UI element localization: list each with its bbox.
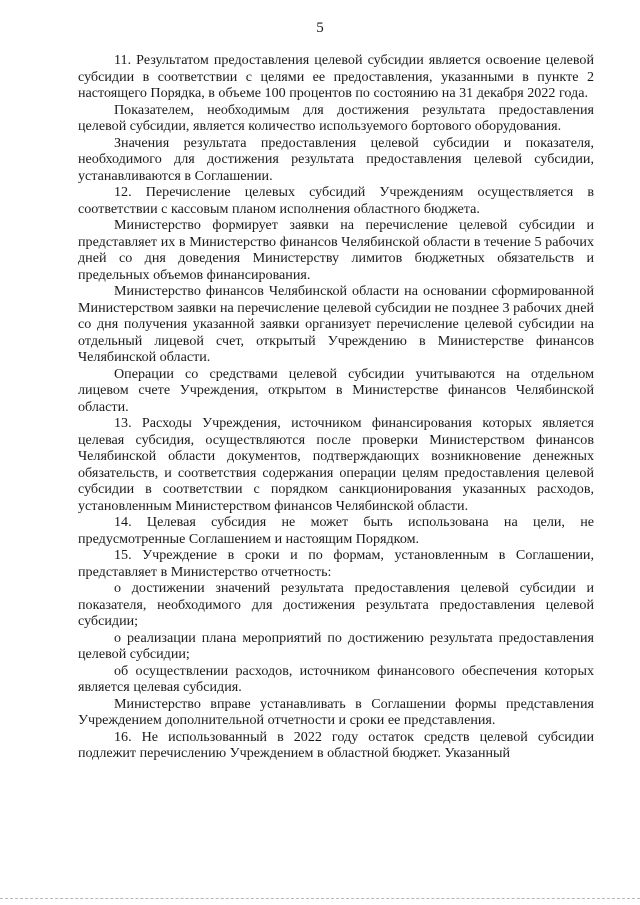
- paragraph-ministry-requests: Министерство формирует заявки на перечисление целевой субсидии и представляет их в Министерство финансов Челябинской области в течение 5 рабочих дней со дня доведения Министерству лимитов бюджетных обязательств и предельных объемов финансирования.: [78, 217, 594, 283]
- paragraph-additional-reporting: Министерство вправе устанавливать в Соглашении формы представления Учреждением дополнительной отчетности и сроки ее представления.: [78, 695, 594, 728]
- paragraph-16: 16. Не использованный в 2022 году остаток средств целевой субсидии подлежит перечислению Учреждением в областной бюджет. Указанный: [78, 728, 594, 761]
- paragraph-finance-ministry: Министерство финансов Челябинской области на основании сформированной Министерством заявки на перечисление целевой субсидии не позднее 3 рабочих дней со дня получения указанной заявки организует перечисление целевой субсидии на отдельный лицевой счет, открытый Учреждению в Министерстве финансов Челябинской области.: [78, 283, 594, 365]
- paragraph-report-expenses: об осуществлении расходов, источником финансового обеспечения которых является целевая субсидия.: [78, 662, 594, 695]
- paragraph-report-plan: о реализации плана мероприятий по достижению результата предоставления целевой субсидии;: [78, 629, 594, 662]
- paragraph-15: 15. Учреждение в сроки и по формам, установленным в Соглашении, представляет в Министерство отчетность:: [78, 547, 594, 580]
- paragraph-11: 11. Результатом предоставления целевой субсидии является освоение целевой субсидии в соответствии с целями ее предоставления, указанными в пункте 2 настоящего Порядка, в объеме 100 процентов по состоянию на 31 декабря 2022 года.: [78, 52, 594, 101]
- paragraph-13: 13. Расходы Учреждения, источником финансирования которых является целевая субсидия, осуществляются после проверки Министерством финансов Челябинской области документов, подтверждающих возникновение денежных обязательств, и соответствия содержания операции целям предоставления целевой субсидии в соответствии с порядком санкционирования указанных расходов, установленным Министерством финансов Челябинской области.: [78, 415, 594, 514]
- paragraph-report-results: о достижении значений результата предоставления целевой субсидии и показателя, необходимого для достижения результата предоставления целевой субсидии;: [78, 580, 594, 629]
- document-body: [78, 52, 594, 762]
- paragraph-operations: Операции со средствами целевой субсидии учитываются на отдельном лицевом счете Учреждения, открытом в Министерстве финансов Челябинской области.: [78, 365, 594, 415]
- paragraph-12: 12. Перечисление целевых субсидий Учреждениям осуществляется в соответствии с кассовым планом исполнения областного бюджета.: [78, 184, 594, 217]
- page-bottom-edge: [0, 898, 640, 900]
- paragraph-14: 14. Целевая субсидия не может быть использована на цели, не предусмотренные Соглашением и настоящим Порядком.: [78, 514, 594, 547]
- paragraph-values: Значения результата предоставления целевой субсидии и показателя, необходимого для достижения результата предоставления целевой субсидии, устанавливаются в Соглашении.: [78, 134, 594, 184]
- paragraph-indicator: Показателем, необходимым для достижения результата предоставления целевой субсидии, является количество используемого бортового оборудования.: [78, 101, 594, 134]
- page-number: 5: [316, 20, 324, 36]
